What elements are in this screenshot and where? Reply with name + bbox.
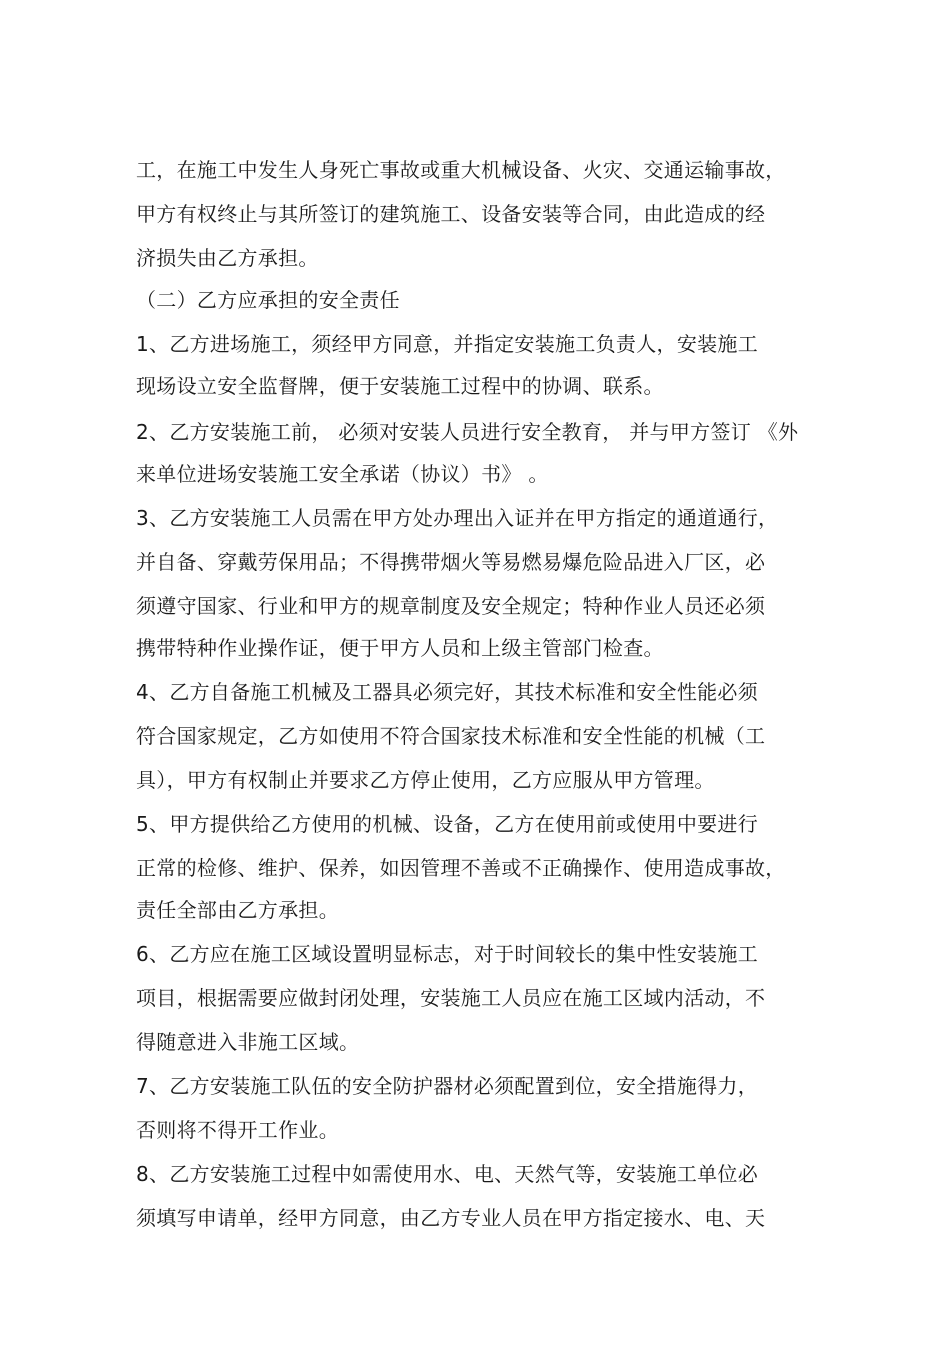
text-line: 工，在施工中发生人身死亡事故或重大机械设备、火灾、交通运输事故， bbox=[136, 158, 786, 182]
text-line: 6、乙方应在施工区域设置明显标志，对于时间较长的集中性安装施工 bbox=[136, 942, 759, 966]
text-line: 2、乙方安装施工前， 必须对安装人员进行安全教育， 并与甲方签订 《外 bbox=[136, 420, 799, 444]
text-line: 8、乙方安装施工过程中如需使用水、电、天然气等，安装施工单位必 bbox=[136, 1162, 759, 1186]
text-line: 责任全部由乙方承担。 bbox=[136, 898, 339, 922]
text-line: 得随意进入非施工区域。 bbox=[136, 1030, 360, 1054]
text-line: 3、乙方安装施工人员需在甲方处办理出入证并在甲方指定的通道通行， bbox=[136, 506, 779, 530]
text-line: 甲方有权终止与其所签订的建筑施工、设备安装等合同，由此造成的经 bbox=[136, 202, 766, 226]
text-line: 7、乙方安装施工队伍的安全防护器材必须配置到位，安全措施得力， bbox=[136, 1074, 759, 1098]
text-line: 现场设立安全监督牌，便于安装施工过程中的协调、联系。 bbox=[136, 374, 664, 398]
text-line: 须遵守国家、行业和甲方的规章制度及安全规定；特种作业人员还必须 bbox=[136, 594, 766, 618]
text-line: 5、甲方提供给乙方使用的机械、设备，乙方在使用前或使用中要进行 bbox=[136, 812, 759, 836]
section-heading: （二）乙方应承担的安全责任 bbox=[136, 288, 400, 312]
text-line: 项目，根据需要应做封闭处理，安装施工人员应在施工区域内活动，不 bbox=[136, 986, 766, 1010]
text-line: 具），甲方有权制止并要求乙方停止使用，乙方应服从甲方管理。 bbox=[136, 768, 715, 792]
text-line: 济损失由乙方承担。 bbox=[136, 246, 319, 270]
text-line: 1、乙方进场施工，须经甲方同意，并指定安装施工负责人，安装施工 bbox=[136, 332, 759, 356]
text-line: 4、乙方自备施工机械及工器具必须完好，其技术标准和安全性能必须 bbox=[136, 680, 759, 704]
text-line: 须填写申请单，经甲方同意，由乙方专业人员在甲方指定接水、电、天 bbox=[136, 1206, 766, 1230]
text-line: 携带特种作业操作证，便于甲方人员和上级主管部门检查。 bbox=[136, 636, 664, 660]
text-line: 来单位进场安装施工安全承诺（协议）书》 。 bbox=[136, 462, 549, 486]
text-line: 符合国家规定，乙方如使用不符合国家技术标准和安全性能的机械（工 bbox=[136, 724, 766, 748]
text-line: 否则将不得开工作业。 bbox=[136, 1118, 339, 1142]
text-line: 正常的检修、维护、保养，如因管理不善或不正确操作、使用造成事故， bbox=[136, 856, 786, 880]
text-line: 并自备、穿戴劳保用品；不得携带烟火等易燃易爆危险品进入厂区，必 bbox=[136, 550, 766, 574]
